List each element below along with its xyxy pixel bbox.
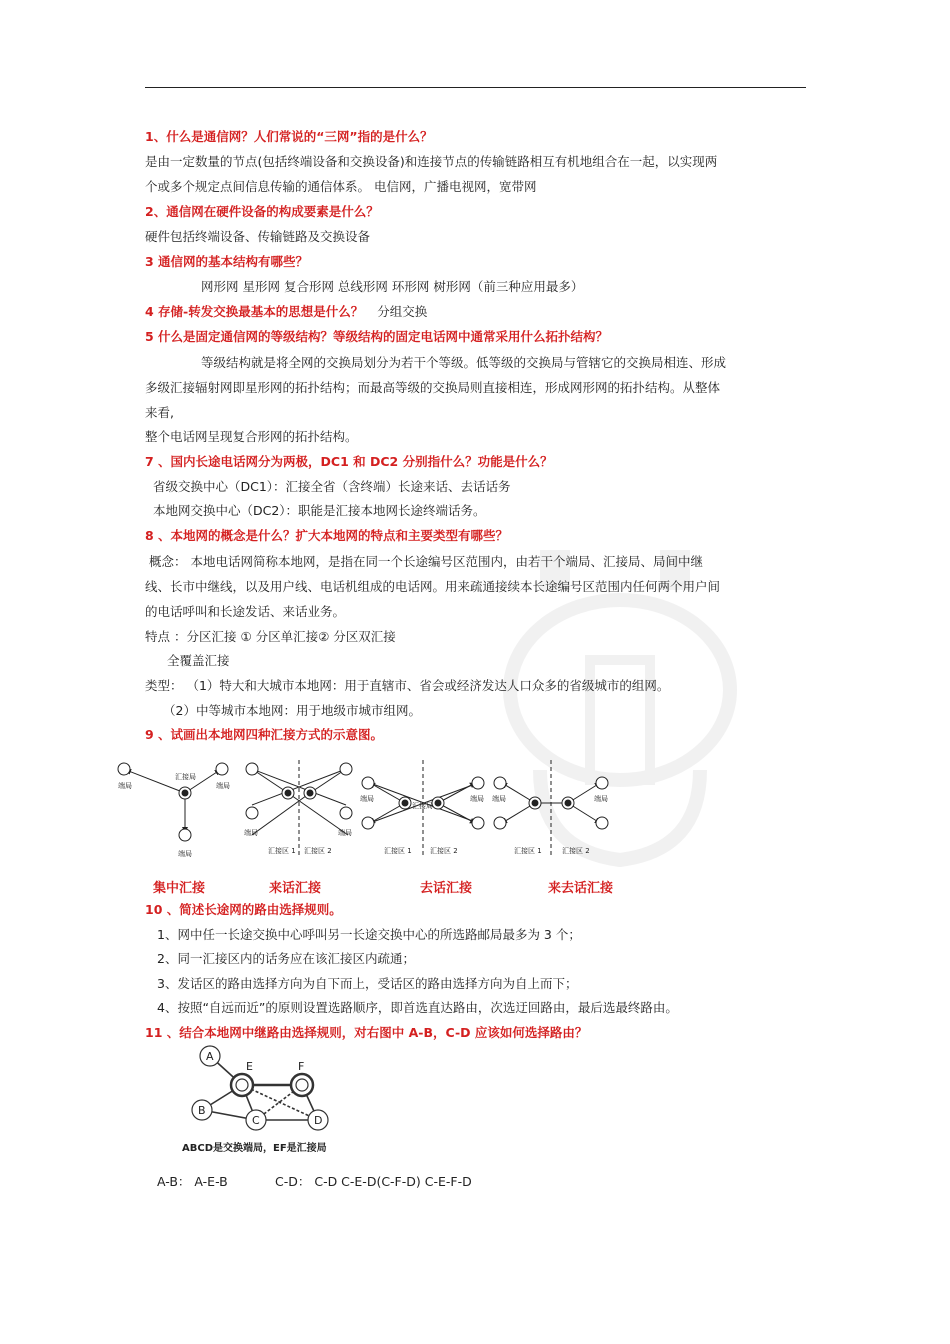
answer-4: 分组交换	[377, 304, 428, 319]
question-5: 5 什么是固定通信网的等级结构？等级结构的固定电话网中通常采用什么拓扑结构？	[145, 329, 609, 344]
label-duanju-4: 端局	[244, 829, 258, 837]
answer-8-line7: （2）中等城市本地网：用于地级市城市组网。	[163, 703, 421, 718]
diagram-incoming	[244, 760, 352, 855]
label-zone1-c: 汇接区 1	[514, 847, 542, 855]
label-zone1-a: 汇接区 1	[268, 847, 296, 855]
label-duanju-1: 端局	[118, 782, 132, 790]
label-duanju-6: 端局	[360, 795, 374, 803]
rule-4: 4、按照“自远而近”的原则设置选路顺序，即首选直达路由，次选迂回路由，最后选最终路由。	[157, 1000, 678, 1015]
node-a-label: A	[206, 1050, 214, 1063]
label-zone2-b: 汇接区 2	[430, 847, 458, 855]
diagram-outgoing	[360, 760, 484, 855]
diagram-centralized	[118, 763, 230, 858]
answer-ab: A-B： A-E-B	[157, 1174, 228, 1189]
answer-3: 网形网 星形网 复合形网 总线形网 环形网 树形网（前三种应用最多）	[201, 279, 584, 294]
label-zone2-c: 汇接区 2	[562, 847, 590, 855]
label-duanju-9: 端局	[594, 795, 608, 803]
label-duanju-8: 端局	[492, 795, 506, 803]
answer-8-line2: 线、长市中继线，以及用户线、电话机组成的电话网。用来疏通接续本长途编号区范围内任何两个用户间	[145, 579, 721, 594]
caption-centralized: 集中汇接	[153, 881, 206, 896]
label-huijieju-2: 汇接局	[412, 802, 433, 810]
answer-5-line1: 等级结构就是将全网的交换局划分为若干个等级。低等级的交换局与管辖它的交换局相连、形成	[201, 355, 727, 370]
answer-7-line1: 省级交换中心（DC1）：汇接全省（含终端）长途来话、去话话务	[153, 479, 511, 494]
answer-8-line6: 类型： （1）特大和大城市本地网：用于直辖市、省会或经济发达人口众多的省级城市的组网。	[145, 678, 670, 693]
answer-1-line1: 是由一定数量的节点(包括终端设备和交换设备)和连接节点的传输链路相互有机地组合在一起，以实现两	[145, 154, 718, 169]
node-d-label: D	[314, 1114, 323, 1127]
answer-cd: C-D： C-D C-E-D(C-F-D) C-E-F-D	[275, 1174, 472, 1189]
question-2: 2、通信网在硬件设备的构成要素是什么？	[145, 204, 379, 219]
node-e-label: E	[246, 1060, 253, 1073]
node-b-label: B	[198, 1104, 206, 1117]
question-4-row	[145, 304, 427, 320]
answer-8-line4: 特点 ：分区汇接 ① 分区单汇接② 分区双汇接	[145, 629, 396, 644]
answer-2: 硬件包括终端设备、传输链路及交换设备	[145, 229, 371, 244]
answer-5-line2: 多级汇接辐射网即星形网的拓扑结构；而最高等级的交换局则直接相连，形成网形网的拓扑结构。从整体	[145, 380, 721, 395]
answer-8-line3: 的电话呼叫和长途发话、来话业务。	[145, 604, 346, 619]
question-4: 4 存储-转发交换最基本的思想是什么？	[145, 304, 364, 319]
diagram-caption: ABCD是交换端局，EF是汇接局	[182, 1143, 327, 1154]
label-duanju-5: 端局	[338, 829, 352, 837]
caption-bidirectional: 来去话汇接	[548, 881, 614, 896]
rule-3: 3、发话区的路由选择方向为自下而上，受话区的路由选择方向为自上而下；	[157, 976, 578, 991]
caption-outgoing: 去话汇接	[420, 881, 473, 896]
node-f-label: F	[298, 1060, 305, 1073]
label-duanju-2: 端局	[216, 782, 230, 790]
question-11: 11 、结合本地网中继路由选择规则，对右图中 A-B，C-D 应该如何选择路由？	[145, 1025, 588, 1040]
answer-1-line2: 个或多个规定点间信息传输的通信体系。 电信网，广播电视网，宽带网	[145, 179, 537, 194]
question-9: 9 、试画出本地网四种汇接方式的示意图。	[145, 727, 384, 742]
answer-5-line4: 整个电话网呈现复合形网的拓扑结构。	[145, 429, 358, 444]
label-duanju-3: 端局	[178, 850, 192, 858]
label-duanju-7: 端局	[470, 795, 484, 803]
answer-8-line5: 全覆盖汇接	[167, 653, 230, 668]
question-7: 7 、国内长途电话网分为两极，DC1 和 DC2 分别指什么？功能是什么？	[145, 454, 553, 469]
diagram-bidirectional	[492, 760, 608, 855]
label-zone2-a: 汇接区 2	[304, 847, 332, 855]
label-huijieju-1: 汇接局	[175, 773, 196, 781]
tandem-diagrams	[110, 755, 620, 865]
answer-8-line1: 概念： 本地电话网简称本地网，是指在同一个长途编号区范围内，由若干个端局、汇接局、局间中继	[149, 554, 703, 569]
question-3: 3 通信网的基本结构有哪些？	[145, 254, 309, 269]
node-c-label: C	[252, 1114, 260, 1127]
question-10: 10 、简述长途网的路由选择规则。	[145, 902, 342, 917]
question-8: 8 、本地网的概念是什么？扩大本地网的特点和主要类型有哪些？	[145, 528, 509, 543]
header-rule	[145, 87, 806, 88]
routing-network-diagram	[180, 1040, 370, 1160]
answer-7-line2: 本地网交换中心（DC2）：职能是汇接本地网长途终端话务。	[153, 503, 486, 518]
label-zone1-b: 汇接区 1	[384, 847, 412, 855]
answer-5-line3: 来看,	[145, 405, 174, 420]
rule-2: 2、同一汇接区内的话务应在该汇接区内疏通；	[157, 951, 415, 966]
question-1: 1、什么是通信网？人们常说的“三网”指的是什么？	[145, 129, 433, 144]
rule-1: 1、网中任一长途交换中心呼叫另一长途交换中心的所选路邮局最多为 3 个；	[157, 927, 581, 942]
caption-incoming: 来话汇接	[269, 881, 322, 896]
